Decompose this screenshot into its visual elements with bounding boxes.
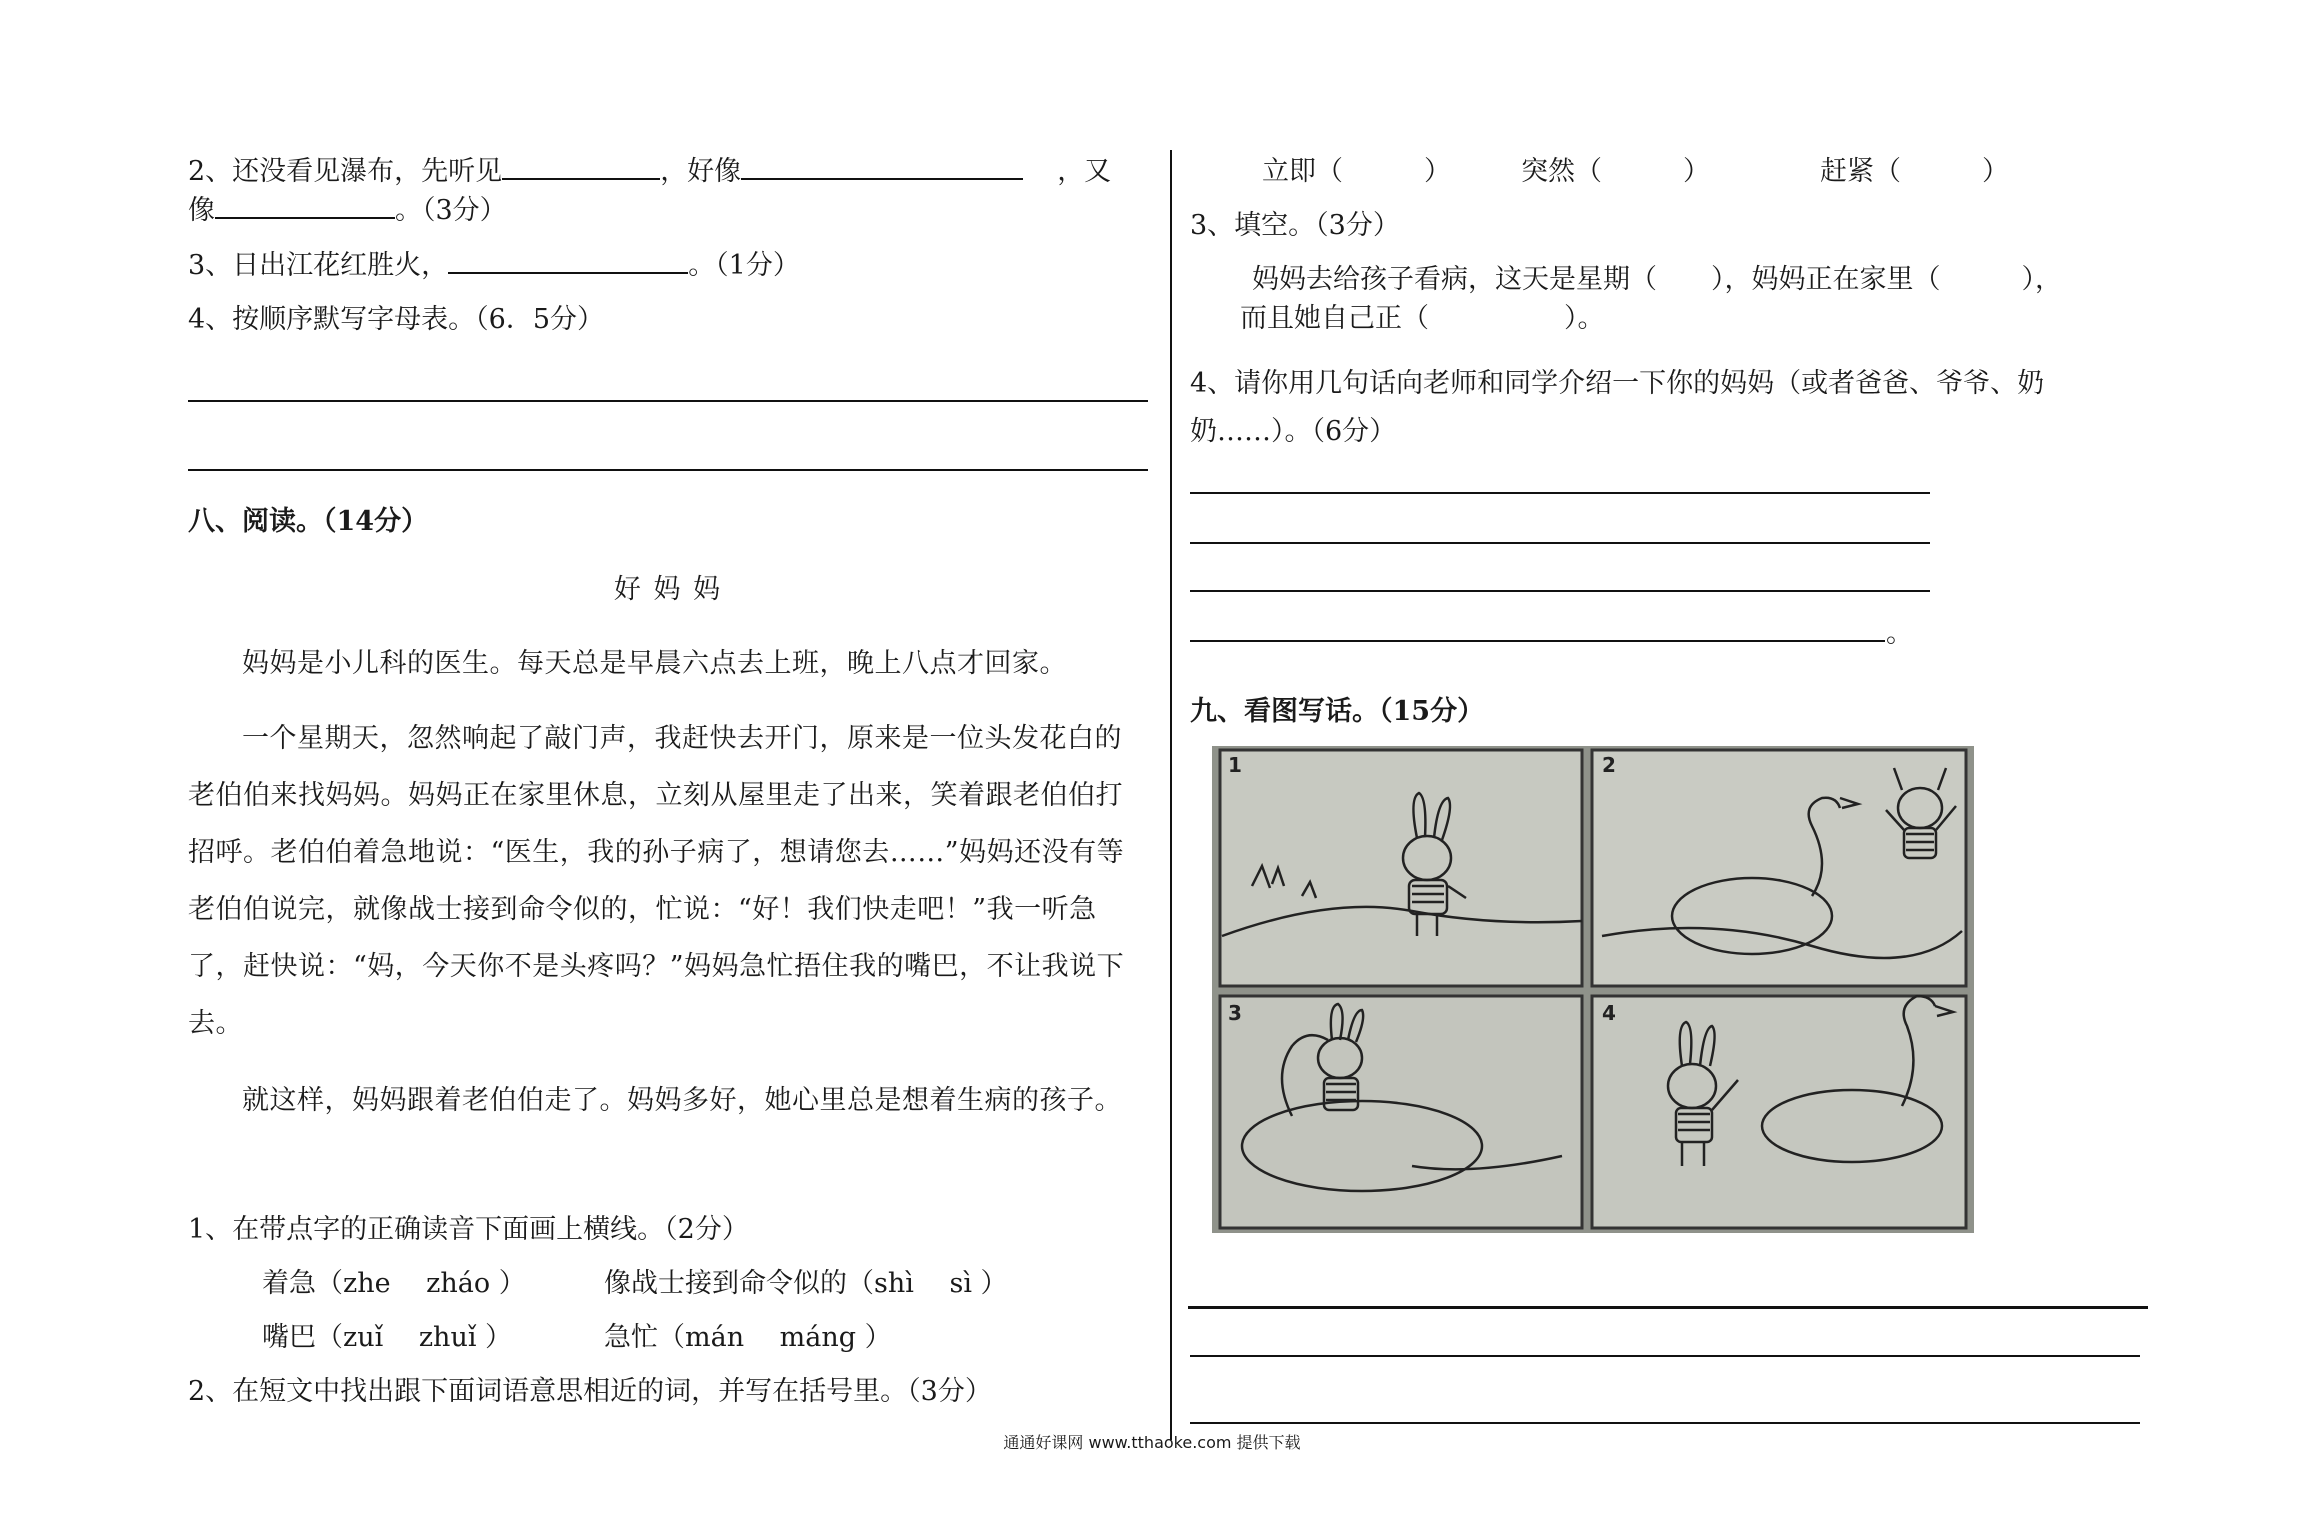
comic-panel-1 — [1220, 750, 1582, 986]
writing-line[interactable] — [1190, 542, 1930, 544]
section-8-heading: 八、阅读。（14分） — [188, 506, 429, 537]
writing-line[interactable] — [1190, 590, 1930, 592]
writing-line[interactable] — [1190, 1355, 2140, 1357]
panel-number: 1 — [1228, 753, 1242, 777]
answer-blank[interactable] — [741, 152, 1023, 180]
answer-blank[interactable] — [502, 152, 660, 180]
subquestion-3: 3、填空。（3分） — [1190, 210, 1400, 241]
fill-blank-line-1: 妈妈去给孩子看病，这天是星期（ ），妈妈正在家里（ ）， — [1252, 264, 2062, 295]
story-paragraph-2: 一个星期天，忽然响起了敲门声，我赶快去开门，原来是一位头发花白的老伯伯来找妈妈。妈妈正在家里休息，立刻从屋里走了出来，笑着跟老伯伯打招呼。老伯伯着急地说：“医生，我的孙子病了，想请您去……”妈妈还没有等老伯伯说完，就像战士接到命令似的，忙说：“好！我们快走吧！”我一听急了，赶快说：“妈，今天你不是头疼吗？”妈妈急忙捂住我的嘴巴，不让我说下去。 — [188, 723, 1125, 1039]
writing-line[interactable] — [1190, 1422, 2140, 1424]
comic-panel-3 — [1220, 996, 1582, 1228]
section-9-heading: 九、看图写话。（15分） — [1190, 696, 1485, 727]
comic-illustration — [1212, 746, 1974, 1233]
panel-number: 3 — [1228, 1001, 1242, 1025]
subquestion-2: 2、在短文中找出跟下面词语意思相近的词，并写在括号里。（3分） — [188, 1376, 992, 1407]
story-paragraph-3: 就这样，妈妈跟着老伯伯走了。妈妈多好，她心里总是想着生病的孩子。 — [242, 1085, 1122, 1116]
story-paragraph-1: 妈妈是小儿科的医生。每天总是早晨六点去上班，晚上八点才回家。 — [242, 648, 1067, 679]
question-2-line2: 像 。（3分） — [188, 191, 507, 231]
writing-line[interactable] — [1190, 492, 1930, 494]
subquestion-4-line1: 4、请你用几句话向老师和同学介绍一下你的妈妈（或者爸爸、爷爷、奶 — [1190, 368, 2045, 399]
panel-number: 2 — [1602, 753, 1616, 777]
synonym-words: 立即（ ） 突然（ ） 赶紧（ ） — [1262, 156, 2009, 187]
answer-blank[interactable] — [215, 191, 395, 219]
answer-blank[interactable] — [448, 246, 688, 274]
writing-line[interactable] — [1190, 640, 1885, 642]
pinyin-item: 急忙（mán máng ） — [604, 1322, 892, 1353]
question-4: 4、按顺序默写字母表。（6．5分） — [188, 304, 605, 335]
subquestion-1: 1、在带点字的正确读音下面画上横线。（2分） — [188, 1214, 749, 1245]
writing-line[interactable] — [1188, 1306, 2148, 1309]
footer-credit: 通通好课网 www.tthaoke.com 提供下载 — [1003, 1433, 1301, 1452]
question-3: 3、日出江花红胜火， 。（1分） — [188, 246, 800, 286]
writing-line[interactable] — [188, 469, 1148, 471]
pinyin-item: 嘴巴（zuǐ zhuǐ ） — [262, 1322, 513, 1353]
panel-number: 4 — [1602, 1001, 1616, 1025]
pinyin-item: 着急（zhe zháo ） — [262, 1268, 526, 1299]
comic-panel-2 — [1592, 750, 1966, 986]
comic-picture — [1212, 746, 1974, 1233]
pinyin-item: 像战士接到命令似的（shì sì ） — [604, 1268, 1008, 1299]
period-mark: 。 — [1886, 618, 1913, 649]
writing-line[interactable] — [188, 400, 1148, 402]
subquestion-4-line2: 奶……）。（6分） — [1190, 416, 1397, 447]
fill-blank-line-2: 而且她自己正（ ）。 — [1240, 303, 1605, 334]
story-title: 好 妈 妈 — [613, 574, 723, 605]
column-divider — [1170, 150, 1172, 1440]
question-2-line1: 2、还没看见瀑布，先听见 ，好像 ，又 — [188, 152, 1111, 192]
